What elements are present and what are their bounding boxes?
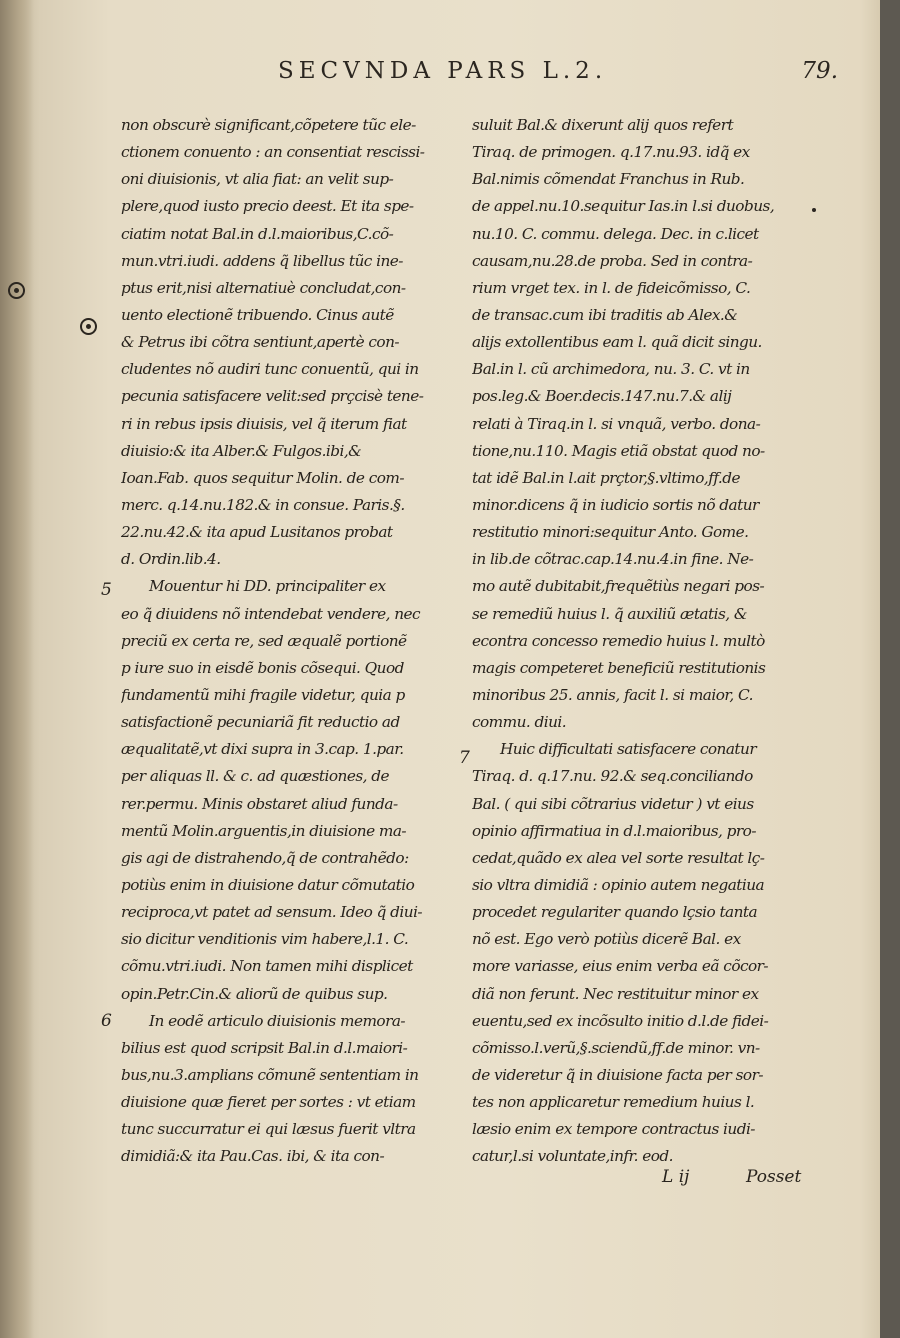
text-line: diuisio:& ita Alber.& Fulgos.ibi,& (121, 441, 362, 460)
text-line: oni diuisionis, vt alia fiat: an velit sup- (121, 170, 394, 189)
book-gutter (0, 0, 34, 1338)
background-edge (880, 0, 900, 1338)
text-line: cõmu.vtri.iudi. Non tamen mihi displicet (121, 957, 413, 976)
text-line: tat idẽ Bal.in l.ait prçtor,§.vltimo,ff.de (472, 468, 740, 487)
text-line: pecunia satisfacere velit:sed prçcisè tene- (121, 387, 424, 406)
text-line: econtra concesso remedio huius l. multò (472, 631, 765, 650)
text-line: Bal.nimis cõmendat Franchus in Rub. (472, 170, 745, 189)
text-line: non obscurè significant,cõpetere tũc ele- (121, 116, 416, 134)
catchword: Posset (746, 1167, 802, 1187)
text-line: se remediũ huius l. q̃ auxiliũ ætatis, & (472, 604, 747, 623)
text-line: Ioan.Fab. quos sequitur Molin. de com- (121, 468, 404, 487)
text-line: reciproca,vt patet ad sensum. Ideo q̃ diui- (121, 903, 423, 922)
text-line: cõmisso.l.verũ,§.sciendũ,ff.de minor. vn- (472, 1038, 760, 1057)
text-line: fundamentũ mihi fragile videtur, quia p (121, 685, 405, 704)
text-line: per aliquas ll. & c. ad quæstiones, de (121, 767, 390, 786)
text-line: tunc succurratur ei qui læsus fuerit vltra (121, 1120, 416, 1139)
text-line: mentũ Molin.arguentis,in diuisione ma- (121, 821, 407, 840)
text-line: diuisione quæ fieret per sortes : vt etiam (121, 1093, 416, 1112)
text-line: gis agi de distrahendo,q̃ de contrahẽdo: (121, 848, 409, 867)
text-line: ciatim notat Bal.in d.l.maioribus,C.cõ- (121, 224, 394, 243)
text-line: relati à Tiraq.in l. si vnquã, verbo. dona- (472, 414, 761, 433)
text-line: restitutio minori:sequitur Anto. Gome. (472, 523, 749, 542)
text-line: suluit Bal.& dixerunt alij quos refert (472, 116, 734, 134)
folio-number: 79. (801, 58, 838, 84)
text-line: Bal.in l. cũ archimedora, nu. 3. C. vt in (472, 360, 750, 379)
text-line: sio vltra dimidiã : opinio autem negatiua (472, 875, 765, 894)
text-line: bus,nu.3.amplians cõmunẽ sententiam in (121, 1065, 419, 1084)
text-line: Tiraq. de primogen. q.17.nu.93. idq̃ ex (472, 143, 750, 162)
text-line: diã non ferunt. Nec restituitur minor ex (472, 984, 759, 1003)
text-line: potiùs enim in diuisione datur cõmutatio (121, 875, 415, 894)
text-line: nu.10. C. commu. delega. Dec. in c.licet (472, 224, 759, 243)
text-line: merc. q.14.nu.182.& in consue. Paris.§. (121, 495, 405, 514)
text-line: in lib.de cõtrac.cap.14.nu.4.in fine. Ne- (472, 550, 754, 569)
text-line: catur,l.si voluntate,infr. eod. (472, 1147, 673, 1166)
text-line: de appel.nu.10.sequitur Ias.in l.si duobus, (472, 197, 775, 216)
text-line: opin.Petr.Cin.& aliorũ de quibus sup. (121, 984, 388, 1003)
text-line: uento electionẽ tribuendo. Cinus autẽ (121, 305, 394, 324)
margin-circle-mark-icon (80, 318, 97, 335)
signature-mark: L ij (662, 1167, 690, 1187)
margin-number-6: 6 (101, 1011, 112, 1031)
paragraph-start-line: In eodẽ articulo diuisionis memora- (149, 1011, 406, 1030)
text-line: d. Ordin.lib.4. (121, 550, 221, 569)
text-line: rer.permu. Minis obstaret aliud funda- (121, 794, 398, 813)
text-line: euentu,sed ex incõsulto initio d.l.de fidei- (472, 1011, 769, 1030)
text-line: minor.dicens q̃ in iudicio sortis nõ datur (472, 495, 759, 514)
text-line: eo q̃ diuidens nõ intendebat vendere, nec (121, 604, 421, 623)
text-line: nõ est. Ego verò potiùs dicerẽ Bal. ex (472, 930, 741, 949)
text-line: magis competeret beneficiũ restitutionis (472, 658, 766, 677)
text-line: ptus erit,nisi alternatiuè concludat,con- (121, 278, 406, 297)
margin-circle-mark-icon (8, 282, 25, 299)
text-line: tes non applicaretur remedium huius l. (472, 1093, 755, 1112)
text-line: preciũ ex certa re, sed æqualẽ portionẽ (121, 631, 407, 650)
text-line: ri in rebus ipsis diuisis, vel q̃ iterum fiat (121, 414, 407, 433)
running-head: SECVNDA PARS L.2. (278, 58, 608, 84)
text-line: alijs extollentibus eam l. quã dicit singu. (472, 333, 762, 352)
text-line: cedat,quãdo ex alea vel sorte resultat lç- (472, 848, 765, 867)
text-line: cludentes nõ audiri tunc conuentũ, qui in (121, 360, 419, 379)
right-text-column (472, 112, 828, 1170)
text-line: Bal. ( qui sibi cõtrarius videtur ) vt eius (472, 794, 754, 813)
paragraph-start-line: Mouentur hi DD. principaliter ex (149, 577, 386, 596)
text-line: mo autẽ dubitabit,frequẽtiùs negari pos- (472, 577, 765, 596)
text-line: 22.nu.42.& ita apud Lusitanos probat (121, 523, 393, 542)
text-line: procedet regulariter quando lçsio tanta (472, 903, 758, 922)
text-line: causam,nu.28.de proba. Sed in contra- (472, 251, 753, 270)
text-line: ctionem conuento : an consentiat rescissi- (121, 143, 425, 162)
text-line: commu. diui. (472, 713, 567, 732)
text-line: rium vrget tex. in l. de fideicõmisso, C. (472, 278, 751, 297)
text-line: sio dicitur venditionis vim habere,l.1. C. (121, 930, 409, 949)
page-footer (662, 1167, 832, 1197)
paragraph-start-line: Huic difficultati satisfacere conatur (500, 740, 757, 759)
text-line: dimidiã:& ita Pau.Cas. ibi, & ita con- (121, 1147, 385, 1166)
text-line: bilius est quod scripsit Bal.in d.l.maiori- (121, 1038, 408, 1057)
text-line: læsio enim ex tempore contractus iudi- (472, 1120, 755, 1139)
left-text-column (121, 112, 459, 1170)
text-line: tione,nu.110. Magis etiã obstat quod no- (472, 441, 765, 460)
margin-number-5: 5 (101, 580, 112, 600)
text-line: minoribus 25. annis, facit l. si maior, C. (472, 685, 753, 704)
text-line: more variasse, eius enim verba eã cõcor- (472, 957, 769, 976)
text-line: plere,quod iusto precio deest. Et ita spe- (121, 197, 414, 216)
text-line: de transac.cum ibi traditis ab Alex.& (472, 305, 738, 324)
text-line: p iure suo in eisdẽ bonis cõsequi. Quod (121, 658, 404, 677)
margin-number-7: 7 (459, 748, 470, 768)
text-line: pos.leg.& Boer.decis.147.nu.7.& alij (472, 387, 732, 406)
page-header (278, 58, 838, 94)
text-line: mun.vtri.iudi. addens q̃ libellus tũc ine- (121, 251, 403, 270)
text-line: & Petrus ibi cõtra sentiunt,apertè con- (121, 333, 400, 352)
text-line: satisfactionẽ pecuniariã fit reductio ad (121, 713, 400, 732)
text-line: opinio affirmatiua in d.l.maioribus, pro- (472, 821, 756, 840)
text-line: de videretur q̃ in diuisione facta per sor- (472, 1065, 763, 1084)
text-line: æqualitatẽ,vt dixi supra in 3.cap. 1.par. (121, 740, 404, 759)
text-line: Tiraq. d. q.17.nu. 92.& seq.conciliando (472, 767, 753, 786)
